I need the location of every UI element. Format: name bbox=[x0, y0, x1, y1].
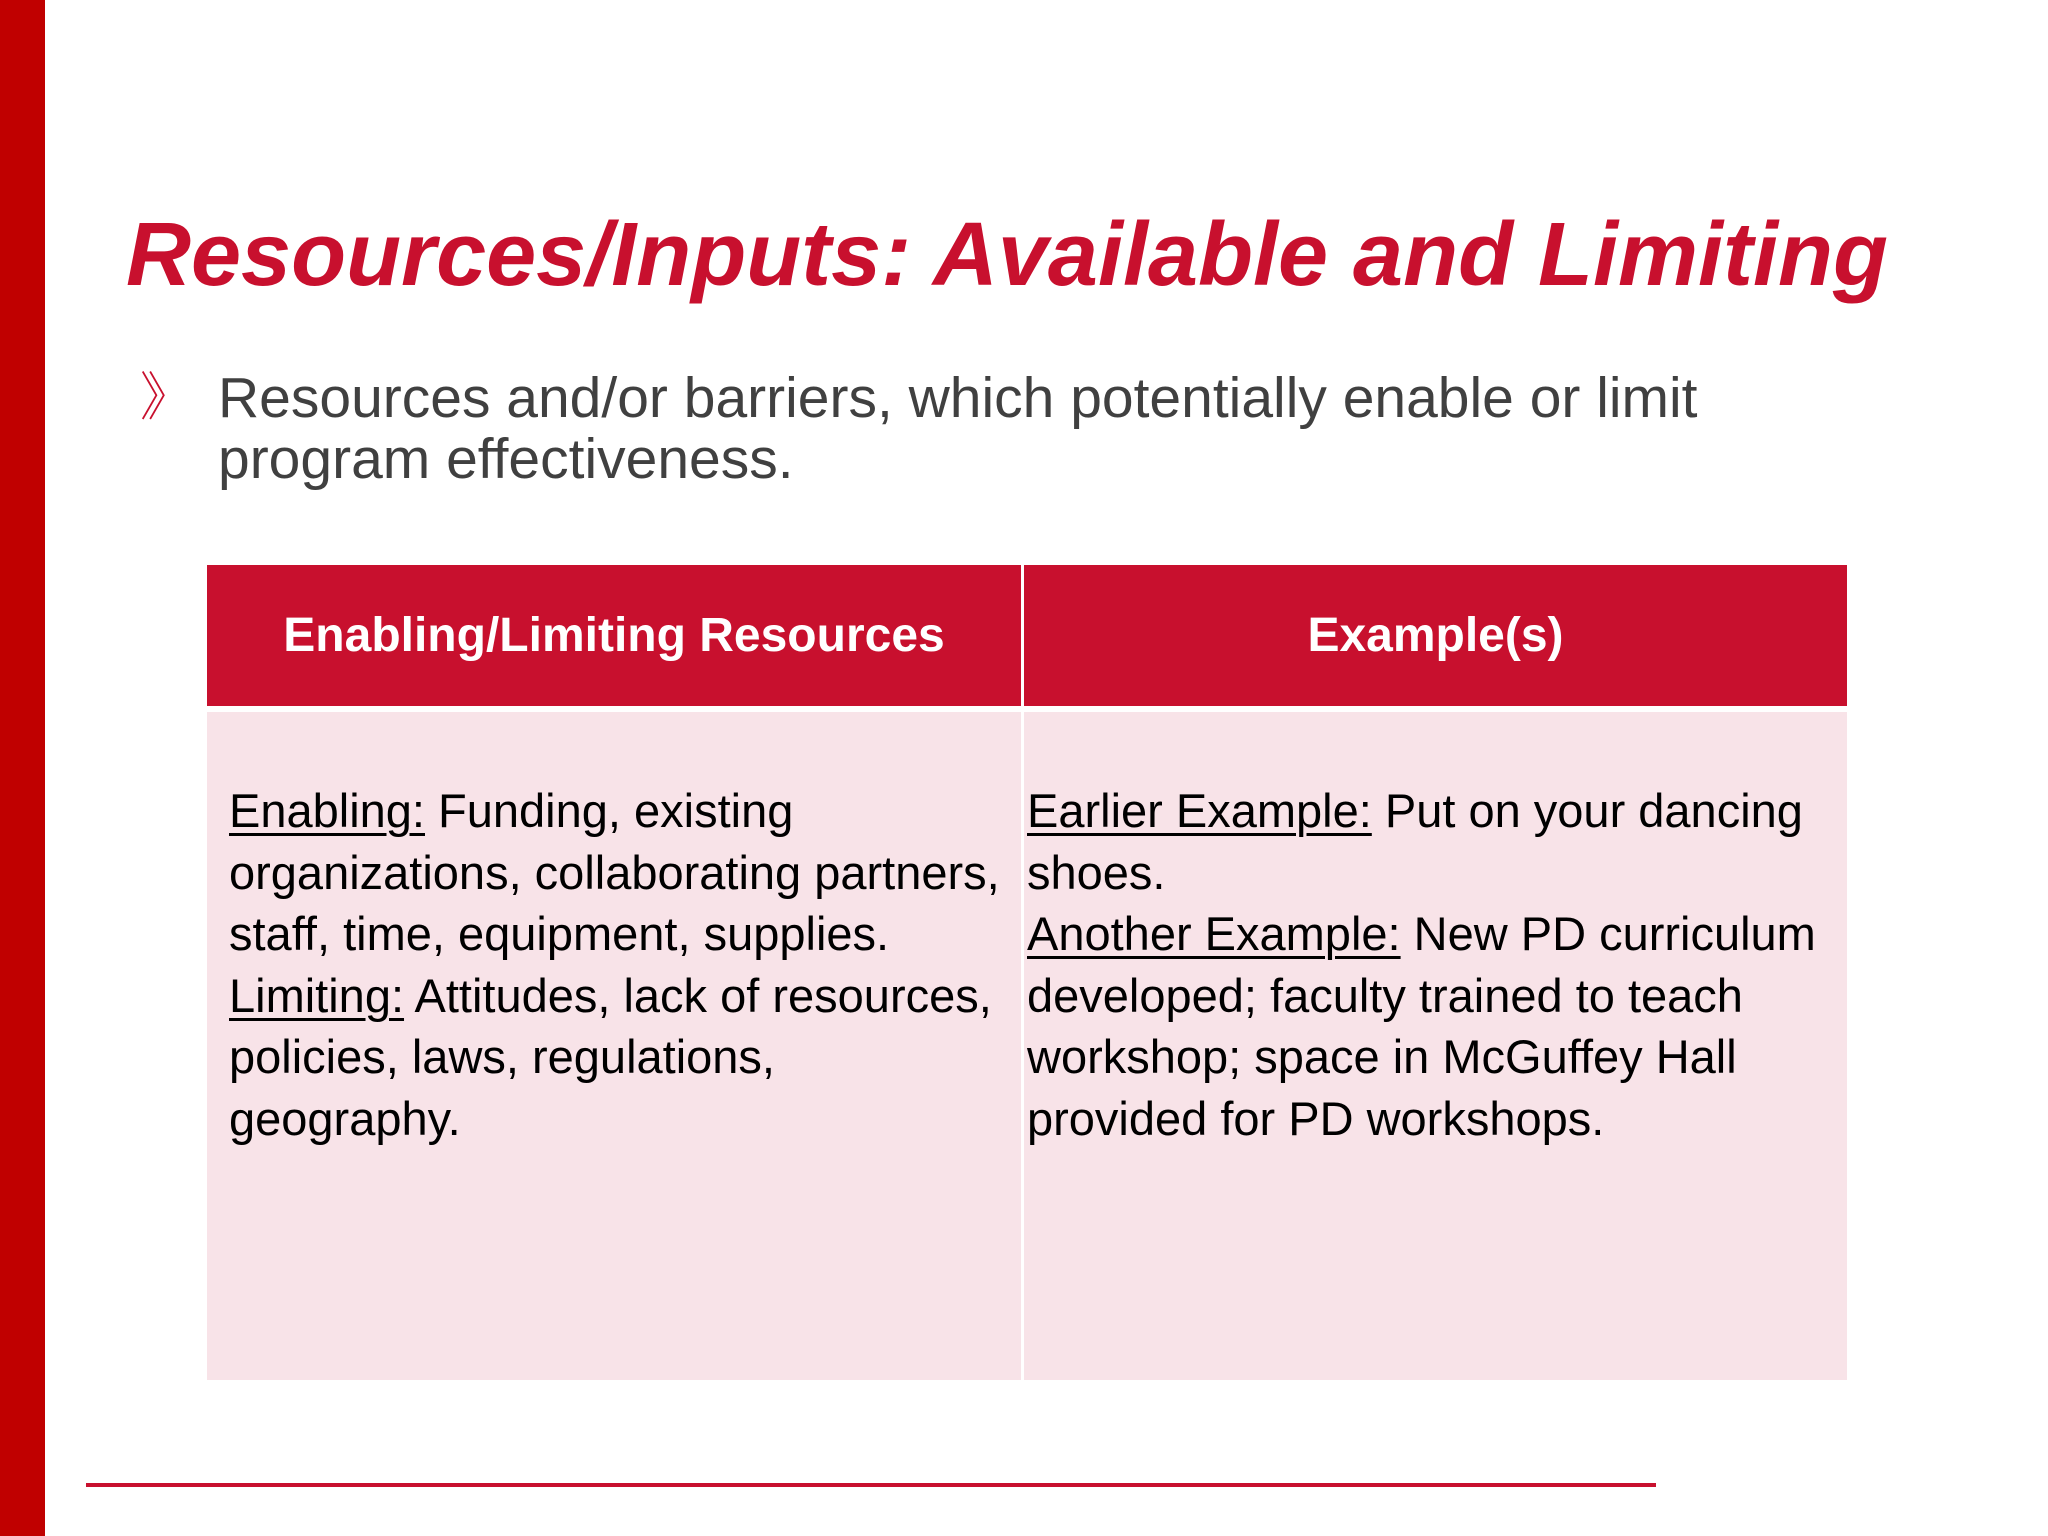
double-chevron-right-icon: 》 bbox=[140, 368, 193, 428]
header-enabling-limiting: Enabling/Limiting Resources bbox=[207, 565, 1024, 706]
limiting-text: Attitudes, lack of resources, policies, laws, regulations, geography. bbox=[229, 968, 992, 1145]
enabling-label: Enabling: bbox=[229, 784, 425, 837]
slide-title: Resources/Inputs: Available and Limiting bbox=[126, 205, 1888, 305]
table-header-row bbox=[207, 565, 1847, 706]
limiting-label: Limiting: bbox=[229, 968, 405, 1022]
earlier-example-text: Put on your dancing shoes. bbox=[1027, 784, 1803, 899]
bottom-divider bbox=[86, 1483, 1656, 1487]
another-example-text: New PD curriculum developed; faculty trained to teach workshop; space in McGuffey Hall provided for PD workshops. bbox=[1027, 907, 1816, 1145]
left-accent-bar bbox=[0, 0, 45, 1536]
resources-table bbox=[207, 565, 1847, 1380]
another-example-label: Another Example: bbox=[1027, 907, 1401, 960]
bullet-text: Resources and/or barriers, which potentially enable or limit program effectiveness. bbox=[218, 366, 1698, 491]
table-row bbox=[207, 712, 1847, 1380]
cell-enabling-limiting bbox=[207, 712, 1024, 1380]
earlier-example-label: Earlier Example: bbox=[1027, 784, 1372, 837]
cell-examples bbox=[1024, 712, 1847, 1380]
enabling-text: Funding, existing organizations, collaborating partners, staff, time, equipment, supplies. bbox=[229, 784, 1000, 960]
header-examples: Example(s) bbox=[1307, 609, 1564, 662]
bullet-point bbox=[140, 368, 1860, 490]
